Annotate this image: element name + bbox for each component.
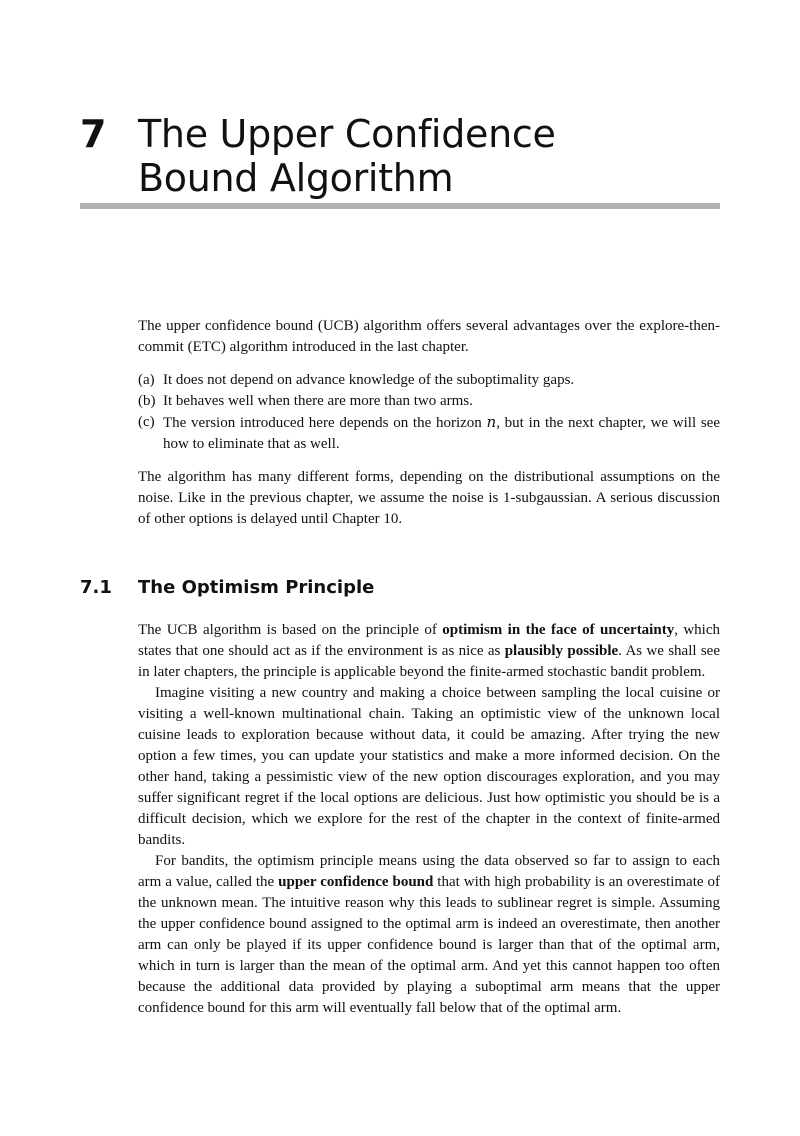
advantages-list xyxy=(138,370,720,455)
p1-text-e: . As we shall see in later chapters, the principle is applicable beyond the finite-armed stochastic bandit problem. xyxy=(138,643,720,680)
section-paragraph-2: Imagine visiting a new country and making a choice between sampling the local cuisine or visiting a well-known multinational chain. Taking an optimistic view of the unknown local cuisine leads to exploration because without data, it could be amazing. After trying the new option a few times, you can update your statistics and make a more informed decision. On the other hand, taking a pessimistic view of the new option discourages exploration, and you may suffer significant regret if the local options are delicious. Just how optimistic you should be is a difficult decision, which we explore for the rest of the chapter in the context of finite-armed bandits. xyxy=(138,685,720,848)
p3-text-c: that with high probability is an overestimate of the unknown mean. The intuitive reason why this leads to sublinear regret is simple. Assuming the upper confidence bound assigned to the optimal arm is indeed an overestimate, then another arm can only be played if its upper confidence bound is larger than that of the optimal arm, which in turn is larger than the mean of the optimal arm. And yet this cannot happen too often because the additional data provided by playing a suboptimal arm means that the upper confidence bound for this arm will eventually fall below that of the optimal arm. xyxy=(138,874,720,1016)
chapter-title-line-1: The Upper Confidence xyxy=(138,112,556,156)
p3-text-a: For bandits, the optimism principle means using the data observed so far to assign to each arm a value, called the xyxy=(138,853,720,890)
p1-text-a: The UCB algorithm is based on the principle of xyxy=(138,622,443,638)
optimism-term: optimism in the face of uncertainty xyxy=(442,622,675,638)
chapter-number: 7 xyxy=(80,112,107,156)
list-item-label: (b) xyxy=(138,393,156,409)
list-item-text xyxy=(163,415,720,452)
list-item-text-before: The version introduced here depends on the horizon xyxy=(163,415,487,431)
list-item-text: It behaves well when there are more than two arms. xyxy=(163,393,473,409)
list-item-text-after: , but in the next chapter, we will see how to eliminate that as well. xyxy=(163,415,720,452)
chapter-title xyxy=(138,112,698,200)
section-paragraph-1 xyxy=(138,620,720,683)
chapter-title-line-2: Bound Algorithm xyxy=(138,156,454,200)
list-item xyxy=(138,391,720,412)
section-body xyxy=(138,620,720,1019)
plausibly-possible-term: plausibly possible xyxy=(504,643,619,659)
section-paragraph-3 xyxy=(138,851,720,1019)
list-item-label: (c) xyxy=(138,414,155,430)
list-item xyxy=(138,370,720,391)
chapter-title-rule xyxy=(80,203,720,209)
intro-paragraph-2: The algorithm has many different forms, depending on the distributional assumptions on the noise. Like in the previous chapter, we assume the noise is 1-subgaussian. A serious discussion of other options is delayed until Chapter 10. xyxy=(138,469,720,527)
section-number: 7.1 xyxy=(80,577,112,598)
upper-confidence-bound-term: upper confidence bound xyxy=(278,874,434,890)
list-item-text: It does not depend on advance knowledge of the suboptimality gaps. xyxy=(163,372,575,388)
intro-paragraph-1: The upper confidence bound (UCB) algorithm offers several advantages over the explore-then-commit (ETC) algorithm introduced in the last chapter. xyxy=(138,318,720,355)
section-title: The Optimism Principle xyxy=(138,577,375,598)
p1-text-c: , which states that one should act as if the environment is as nice as xyxy=(138,622,720,659)
list-item xyxy=(138,412,720,455)
chapter-intro xyxy=(138,316,720,530)
horizon-variable: n xyxy=(486,413,497,431)
list-item-label: (a) xyxy=(138,372,155,388)
